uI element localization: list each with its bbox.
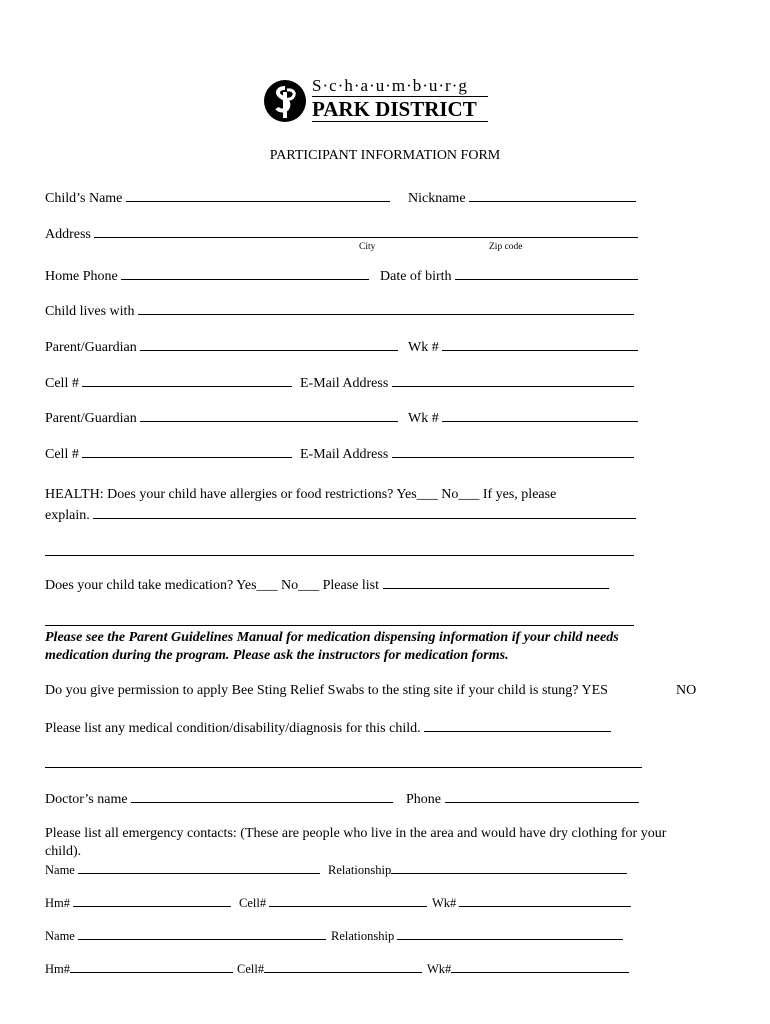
phone-row [406, 790, 639, 808]
contact1-rel-label: Relationship [328, 863, 392, 877]
wk2-row [408, 409, 638, 427]
child-name-label: Child’s Name [45, 191, 123, 206]
cell1-row [45, 374, 292, 392]
cell2-label: Cell # [45, 447, 79, 462]
contact1-hm-field[interactable] [73, 894, 231, 907]
contact2-hm-label: Hm# [45, 962, 70, 976]
contact2-name-field[interactable] [78, 927, 326, 940]
condition-field[interactable] [424, 719, 611, 732]
phone-label: Phone [406, 792, 441, 807]
logo [262, 76, 492, 126]
form-title: PARTICIPANT INFORMATION FORM [269, 148, 501, 163]
medication-question: Does your child take medication? Yes___ No___ Please list [45, 578, 380, 593]
contact1-cell-row [239, 894, 427, 910]
explain-line-2[interactable] [45, 555, 634, 556]
lives-with-row [45, 302, 634, 320]
bee-sting-no[interactable]: NO [676, 683, 697, 698]
contact2-wk-field[interactable] [451, 960, 629, 973]
contact2-wk-label: Wk# [427, 962, 452, 976]
medication-line-2[interactable] [45, 625, 634, 626]
contact1-wk-label: Wk# [432, 896, 457, 910]
cell1-label: Cell # [45, 376, 79, 391]
phone-field[interactable] [445, 790, 639, 803]
org-name-bottom: PARK DISTRICT [312, 97, 477, 121]
contact1-name-label: Name [45, 863, 75, 877]
explain-row [45, 506, 636, 524]
dob-label: Date of birth [380, 269, 452, 284]
email1-row [300, 374, 634, 392]
medication-field[interactable] [383, 576, 609, 589]
contact1-wk-field[interactable] [459, 894, 631, 907]
city-caption: City [359, 242, 376, 252]
explain-field[interactable] [93, 506, 636, 519]
wk2-field[interactable] [442, 409, 638, 422]
contact2-name-row [45, 927, 326, 943]
parent1-field[interactable] [140, 338, 398, 351]
child-name-row [45, 189, 390, 207]
parent1-row [45, 338, 398, 356]
contact2-cell-label: Cell# [237, 962, 265, 976]
address-label: Address [45, 227, 91, 242]
email1-label: E-Mail Address [300, 376, 389, 391]
parent1-label: Parent/Guardian [45, 340, 137, 355]
home-phone-field[interactable] [121, 267, 369, 280]
address-row [45, 225, 638, 243]
contact2-rel-field[interactable] [397, 927, 623, 940]
guideline-line-2: medication during the program. Please ask the instructors for medication forms. [45, 648, 509, 663]
wk1-row [408, 338, 638, 356]
contact2-cell-row [237, 960, 422, 976]
wk1-label: Wk # [408, 340, 439, 355]
address-field[interactable] [94, 225, 638, 238]
email1-field[interactable] [392, 374, 634, 387]
org-name-top: S·c·h·a·u·m·b·u·r·g [312, 76, 468, 95]
contact2-cell-field[interactable] [264, 960, 422, 973]
park-district-logo-icon [262, 78, 308, 124]
email2-field[interactable] [392, 445, 634, 458]
condition-row [45, 719, 611, 737]
nickname-row [408, 189, 636, 207]
contact1-cell-label: Cell# [239, 896, 267, 910]
dob-field[interactable] [455, 267, 638, 280]
nickname-label: Nickname [408, 191, 466, 206]
parent2-row [45, 409, 398, 427]
nickname-field[interactable] [469, 189, 636, 202]
contact1-wk-row [432, 894, 631, 910]
contact2-name-label: Name [45, 929, 75, 943]
bee-sting-question: Do you give permission to apply Bee Sting Relief Swabs to the sting site if your child is stung? YES [45, 683, 608, 698]
parent2-field[interactable] [140, 409, 398, 422]
medication-row [45, 576, 609, 594]
zip-caption: Zip code [489, 242, 523, 252]
contact1-rel-field[interactable] [391, 861, 627, 874]
health-allergies-question: HEALTH: Does your child have allergies or food restrictions? Yes___ No___ If yes, please [45, 487, 557, 502]
parent2-label: Parent/Guardian [45, 411, 137, 426]
doctor-label: Doctor’s name [45, 792, 128, 807]
wk1-field[interactable] [442, 338, 638, 351]
contact1-name-field[interactable] [78, 861, 320, 874]
cell2-field[interactable] [82, 445, 292, 458]
contact2-hm-row [45, 960, 233, 976]
child-name-field[interactable] [126, 189, 390, 202]
home-phone-row [45, 267, 369, 285]
contact2-rel-label: Relationship [331, 929, 395, 943]
contact1-cell-field[interactable] [269, 894, 427, 907]
contact1-rel-row [328, 861, 627, 877]
doctor-row [45, 790, 393, 808]
doctor-field[interactable] [131, 790, 393, 803]
lives-with-label: Child lives with [45, 304, 135, 319]
contact1-hm-row [45, 894, 231, 910]
contact1-name-row [45, 861, 320, 877]
condition-question: Please list any medical condition/disability/diagnosis for this child. [45, 721, 421, 736]
dob-row [380, 267, 638, 285]
emergency-intro-1: Please list all emergency contacts: (These are people who live in the area and would have dry clothing for your [45, 826, 667, 841]
home-phone-label: Home Phone [45, 269, 118, 284]
condition-line-2[interactable] [45, 767, 642, 768]
explain-label: explain. [45, 508, 90, 523]
email2-row [300, 445, 634, 463]
emergency-intro-2: child). [45, 844, 82, 859]
email2-label: E-Mail Address [300, 447, 389, 462]
cell2-row [45, 445, 292, 463]
wk2-label: Wk # [408, 411, 439, 426]
cell1-field[interactable] [82, 374, 292, 387]
guideline-line-1: Please see the Parent Guidelines Manual for medication dispensing information if your child needs [45, 630, 619, 645]
contact2-rel-row [331, 927, 623, 943]
contact2-wk-row [427, 960, 629, 976]
contact1-hm-label: Hm# [45, 896, 70, 910]
lives-with-field[interactable] [138, 302, 634, 315]
contact2-hm-field[interactable] [70, 960, 233, 973]
